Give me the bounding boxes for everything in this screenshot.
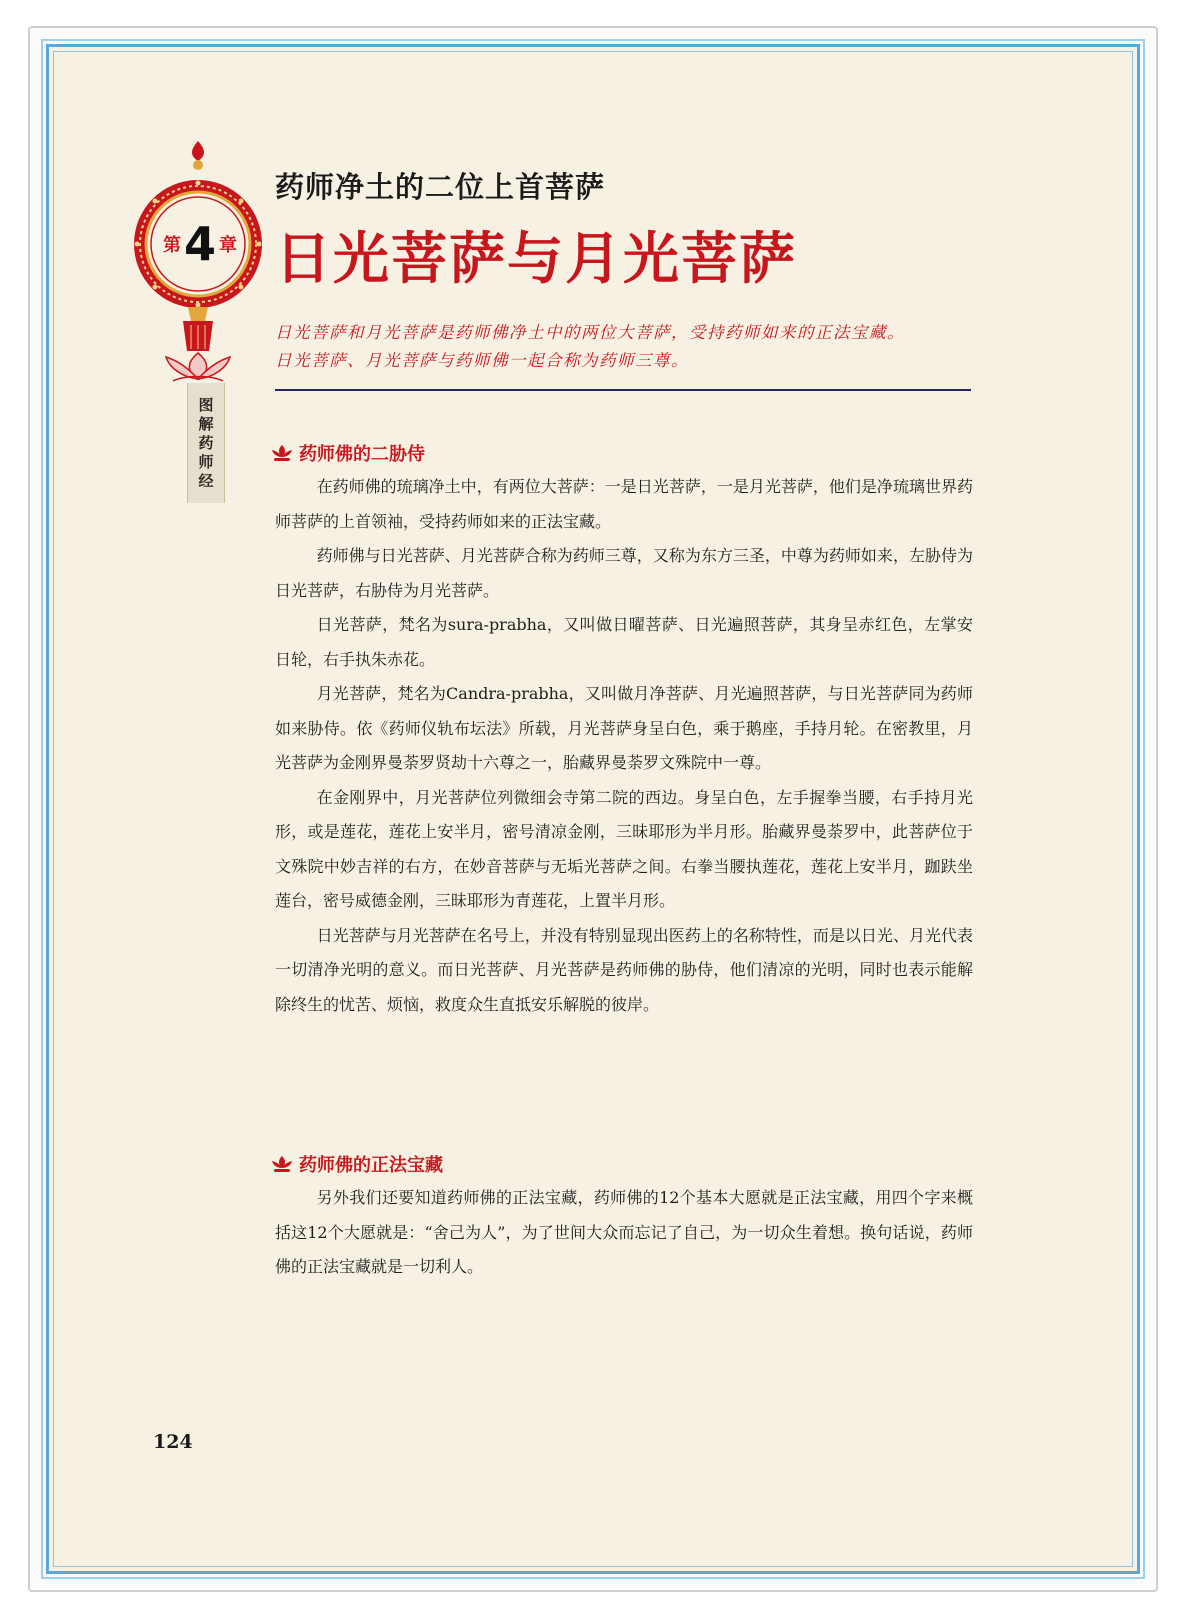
side-label-char: 图 — [198, 395, 214, 414]
side-label-char: 药 — [198, 433, 214, 452]
section-heading — [271, 440, 425, 466]
body-paragraph: 在金刚界中，月光菩萨位列微细会寺第二院的西边。身呈白色，左手握拳当腰，右手持月光形，或是莲花，莲花上安半月，密号清凉金刚，三昧耶形为半月形。胎藏界曼荼罗中，此菩萨位于文殊院中妙吉祥的右方，在妙音菩萨与无垢光菩萨之间。右拳当腰执莲花，莲花上安半月，跏趺坐莲台，密号威德金刚，三昧耶形为青莲花，上置半月形。 — [275, 787, 973, 910]
page-number: 124 — [153, 1431, 193, 1453]
chapter-prefix: 第 — [162, 235, 181, 256]
body-paragraph: 日光菩萨与月光菩萨在名号上，并没有特别显现出医药上的名称特性，而是以日光、月光代表一切清净光明的意义。而日光菩萨、月光菩萨是药师佛的胁侍，他们清凉的光明，同时也表示能解除终生的忧苦、烦恼，救度众生直抵安乐解脱的彼岸。 — [275, 925, 973, 1014]
side-label-char: 经 — [198, 471, 214, 490]
body-paragraph: 药师佛与日光菩萨、月光菩萨合称为药师三尊，又称为东方三圣，中尊为药师如来，左胁侍为日光菩萨，右胁侍为月光菩萨。 — [275, 546, 973, 600]
chapter-title: 日光菩萨与月光菩萨 — [275, 227, 797, 292]
chapter-emblem-ornament — [133, 139, 263, 419]
intro-line: 日光菩萨、月光菩萨与药师佛一起合称为药师三尊。 — [275, 351, 689, 370]
lotus-bullet-icon — [271, 444, 293, 462]
side-label-char: 解 — [198, 414, 214, 433]
body-paragraph: 日光菩萨，梵名为sura-prabha，又叫做日曜菩萨、日光遍照菩萨，其身呈赤红色，左掌安日轮，右手执朱赤花。 — [275, 615, 973, 669]
side-book-label — [187, 383, 225, 503]
section-body — [275, 470, 973, 1022]
chapter-number: 4 — [183, 217, 216, 271]
chapter-suffix: 章 — [219, 235, 237, 256]
section-body — [275, 1181, 973, 1285]
section-heading-text: 药师佛的二胁侍 — [299, 444, 425, 465]
book-page — [46, 44, 1140, 1574]
body-paragraph: 在药师佛的琉璃净土中，有两位大菩萨：一是日光菩萨，一是月光菩萨，他们是净琉璃世界药师菩萨的上首领袖，受持药师如来的正法宝藏。 — [275, 477, 973, 531]
chapter-intro — [275, 319, 975, 375]
chapter-badge — [153, 213, 247, 275]
section-heading-text: 药师佛的正法宝藏 — [299, 1155, 443, 1176]
intro-line: 日光菩萨和月光菩萨是药师佛净土中的两位大菩萨，受持药师如来的正法宝藏。 — [275, 323, 905, 342]
chapter-subtitle: 药师净土的二位上首菩萨 — [275, 170, 606, 204]
header-divider — [275, 389, 971, 391]
body-paragraph: 月光菩萨，梵名为Candra-prabha，又叫做月净菩萨、月光遍照菩萨，与日光菩萨同为药师如来胁侍。依《药师仪轨布坛法》所载，月光菩萨身呈白色，乘于鹅座，手持月轮。在密教里，月光菩萨为金刚界曼荼罗贤劫十六尊之一，胎藏界曼荼罗文殊院中一尊。 — [275, 684, 973, 772]
section-heading — [271, 1151, 443, 1177]
lotus-bullet-icon — [271, 1155, 293, 1173]
side-label-char: 师 — [198, 452, 214, 471]
body-paragraph: 另外我们还要知道药师佛的正法宝藏，药师佛的12个基本大愿就是正法宝藏，用四个字来概括这12个大愿就是：“舍己为人”，为了世间大众而忘记了自己，为一切众生着想。换句话说，药师佛的正法宝藏就是一切利人。 — [275, 1188, 973, 1276]
